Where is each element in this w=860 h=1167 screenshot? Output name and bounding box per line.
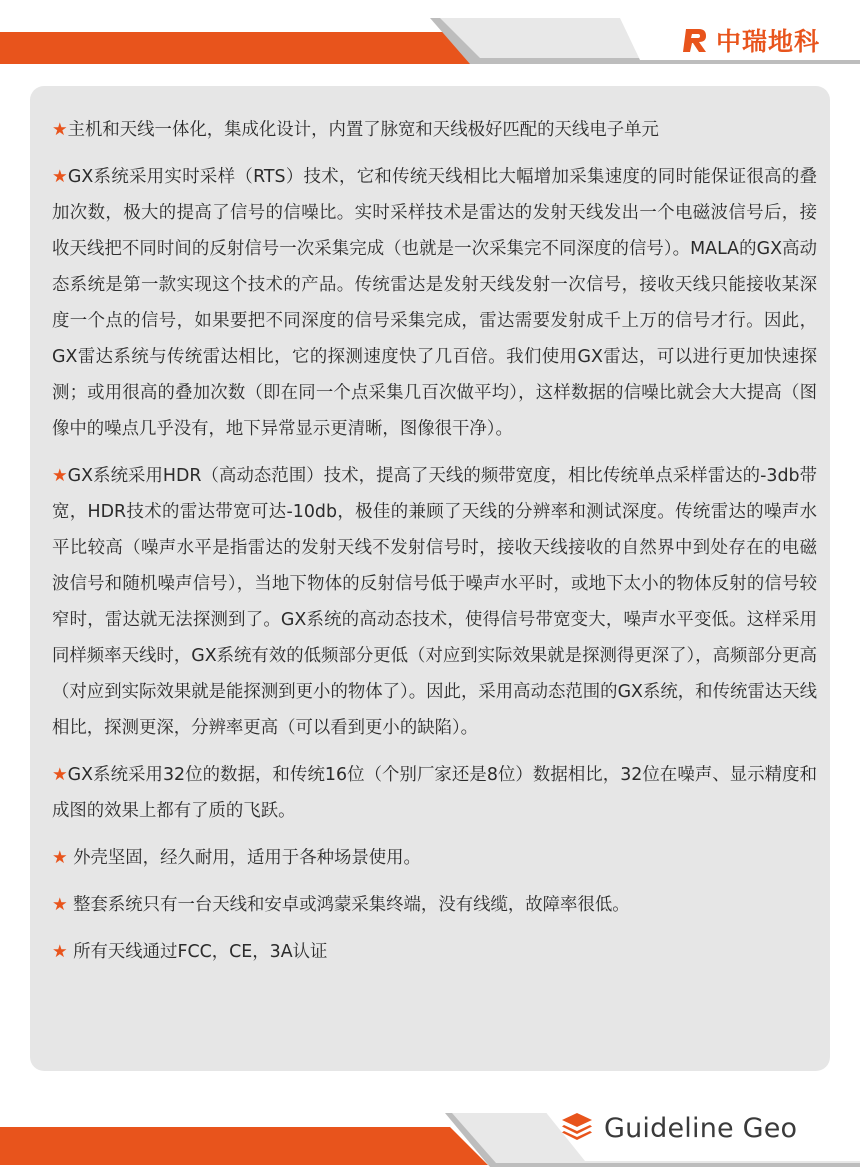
- feature-text: 外壳坚固，经久耐用，适用于各种场景使用。: [67, 848, 421, 868]
- header-logo: [680, 22, 820, 58]
- star-icon: ★: [52, 942, 68, 962]
- feature-paragraph-6: [52, 887, 817, 923]
- header-brand-text: 中瑞地科: [715, 27, 820, 56]
- feature-paragraph-5: [52, 840, 817, 876]
- star-icon: ★: [52, 765, 68, 785]
- star-icon: ★: [52, 466, 68, 486]
- feature-text: GX系统采用实时采样（RTS）技术，它和传统天线相比大幅增加采集速度的同时能保证很高的叠加次数，极大的提高了信号的信噪比。实时采样技术是雷达的发射天线发出一个电磁波信号后，接收天线把不同时间的反射信号一次采集完成（也就是一次采集完不同深度的信号）。MALA的GX高动态系统是第一款实现这个技术的产品。传统雷达是发射天线发射一次信号，接收天线只能接收某深度一个点的信号，如果要把不同深度的信号采集完成，雷达需要发射成千上万的信号才行。因此，GX雷达系统与传统雷达相比，它的探测速度快了几百倍。我们使用GX雷达，可以进行更加快速探测；或用很高的叠加次数（即在同一个点采集几百次做平均），这样数据的信噪比就会大大提高（图像中的噪点几乎没有，地下异常显示更清晰，图像很干净）。: [52, 167, 818, 439]
- feature-text: 整套系统只有一台天线和安卓或鸿蒙采集终端，没有线缆，故障率很低。: [67, 895, 630, 915]
- content-card: [30, 86, 830, 1071]
- star-icon: ★: [52, 167, 68, 187]
- star-icon: ★: [52, 120, 68, 140]
- feature-text: 主机和天线一体化，集成化设计，内置了脉宽和天线极好匹配的天线电子单元: [67, 120, 659, 140]
- feature-list: [52, 112, 817, 981]
- feature-paragraph-4: [52, 757, 817, 829]
- feature-paragraph-2: [52, 159, 817, 447]
- feature-paragraph-1: [52, 112, 817, 148]
- r-letter-logo-icon: [680, 25, 710, 55]
- feature-paragraph-7: [52, 934, 817, 970]
- star-icon: ★: [52, 895, 68, 915]
- feature-text: GX系统采用HDR（高动态范围）技术，提高了天线的频带宽度，相比传统单点采样雷达的-3db带宽，HDR技术的雷达带宽可达-10db，极佳的兼顾了天线的分辨率和测试深度。传统雷达的噪声水平比较高（噪声水平是指雷达的发射天线不发射信号时，接收天线接收的自然界中到处存在的电磁波信号和随机噪声信号），当地下物体的反射信号低于噪声水平时，或地下太小的物体反射的信号较窄时，雷达就无法探测到了。GX系统的高动态技术，使得信号带宽变大，噪声水平变低。这样采用同样频率天线时，GX系统有效的低频部分更低（对应到实际效果就是探测得更深了），高频部分更高（对应到实际效果就是能探测到更小的物体了）。因此，采用高动态范围的GX系统，和传统雷达天线相比，探测更深，分辨率更高（可以看到更小的缺陷）。: [52, 466, 817, 738]
- feature-text: 所有天线通过FCC，CE，3A认证: [67, 942, 328, 962]
- footer-logo: [560, 1108, 797, 1148]
- guideline-geo-layers-icon: [560, 1111, 594, 1145]
- feature-text: GX系统采用32位的数据，和传统16位（个别厂家还是8位）数据相比，32位在噪声、显示精度和成图的效果上都有了质的飞跃。: [52, 765, 817, 821]
- feature-paragraph-3: [52, 458, 817, 746]
- footer-brand-text: Guideline Geo: [604, 1112, 798, 1144]
- star-icon: ★: [52, 848, 68, 868]
